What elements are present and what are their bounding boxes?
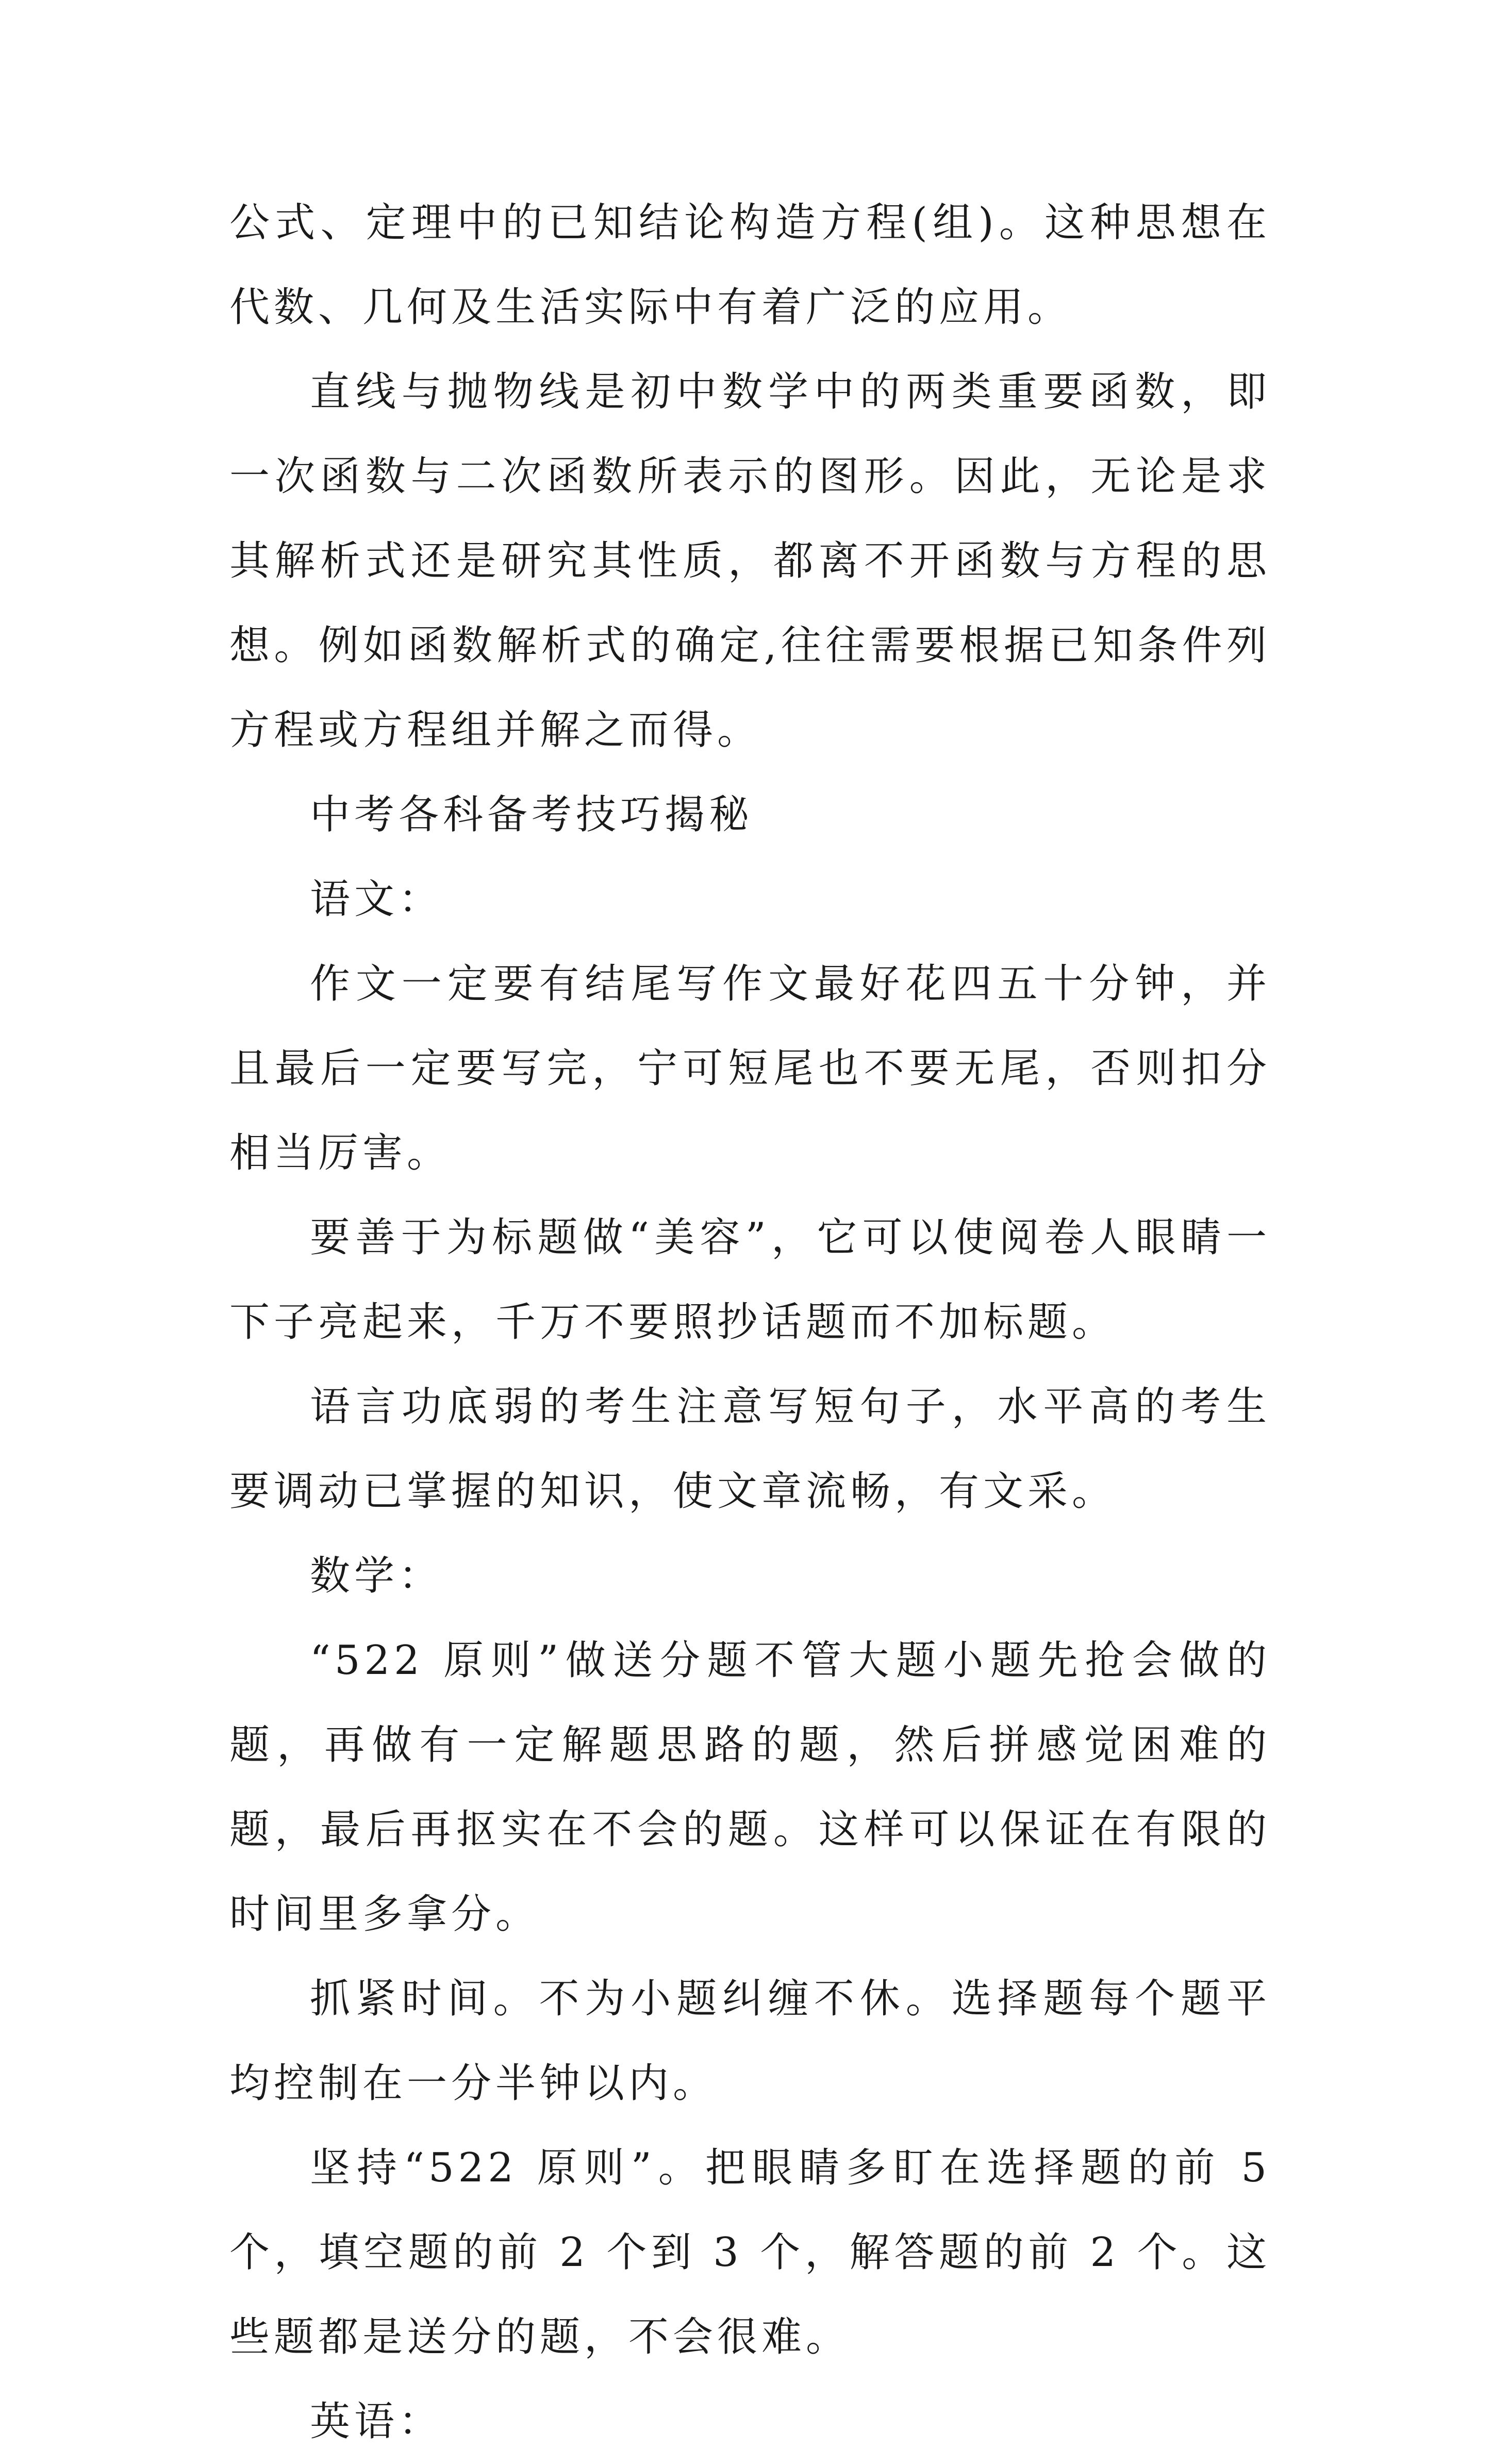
paragraph-math-522: 坚持“522 原则”。把眼睛多盯在选择题的前 5 个，填空题的前 2 个到 3 个，解答题的前 2 个。这些题都是送分的题，不会很难。 xyxy=(229,2145,1271,2360)
paragraph-continuation: 公式、定理中的已知结论构造方程(组)。这种思想在代数、几何及生活实际中有着广泛的应用。 xyxy=(229,200,1271,331)
document-body xyxy=(229,180,1271,2464)
subject-heading-chinese: 语文： xyxy=(310,876,443,923)
paragraph-essay-ending: 作文一定要有结尾写作文最好花四五十分钟，并且最后一定要写完，宁可短尾也不要无尾，否则扣分相当厉害。 xyxy=(229,961,1271,1176)
subject-heading-english: 英语： xyxy=(310,2399,443,2445)
paragraph-essay-language: 语言功底弱的考生注意写短句子，水平高的考生要调动已掌握的知识，使文章流畅，有文采。 xyxy=(229,1384,1271,1515)
paragraph-essay-title: 要善于为标题做“美容”，它可以使阅卷人眼睛一下子亮起来，千万不要照抄话题而不加标题。 xyxy=(229,1214,1271,1345)
paragraph-functions: 直线与抛物线是初中数学中的两类重要函数，即一次函数与二次函数所表示的图形。因此，无论是求其解析式还是研究其性质，都离不开函数与方程的思想。例如函数解析式的确定,往往需要根据已知条件列方程或方程组并解之而得。 xyxy=(229,369,1271,753)
subject-heading-math: 数学： xyxy=(310,1553,443,1599)
paragraph-math-time: 抓紧时间。不为小题纠缠不休。选择题每个题平均控制在一分半钟以内。 xyxy=(229,1976,1271,2107)
paragraph-math-order: “522 原则”做送分题不管大题小题先抢会做的题，再做有一定解题思路的题，然后拼感觉困难的题，最后再抠实在不会的题。这样可以保证在有限的时间里多拿分。 xyxy=(229,1637,1271,1937)
section-heading: 中考各科备考技巧揭秘 xyxy=(310,792,754,838)
